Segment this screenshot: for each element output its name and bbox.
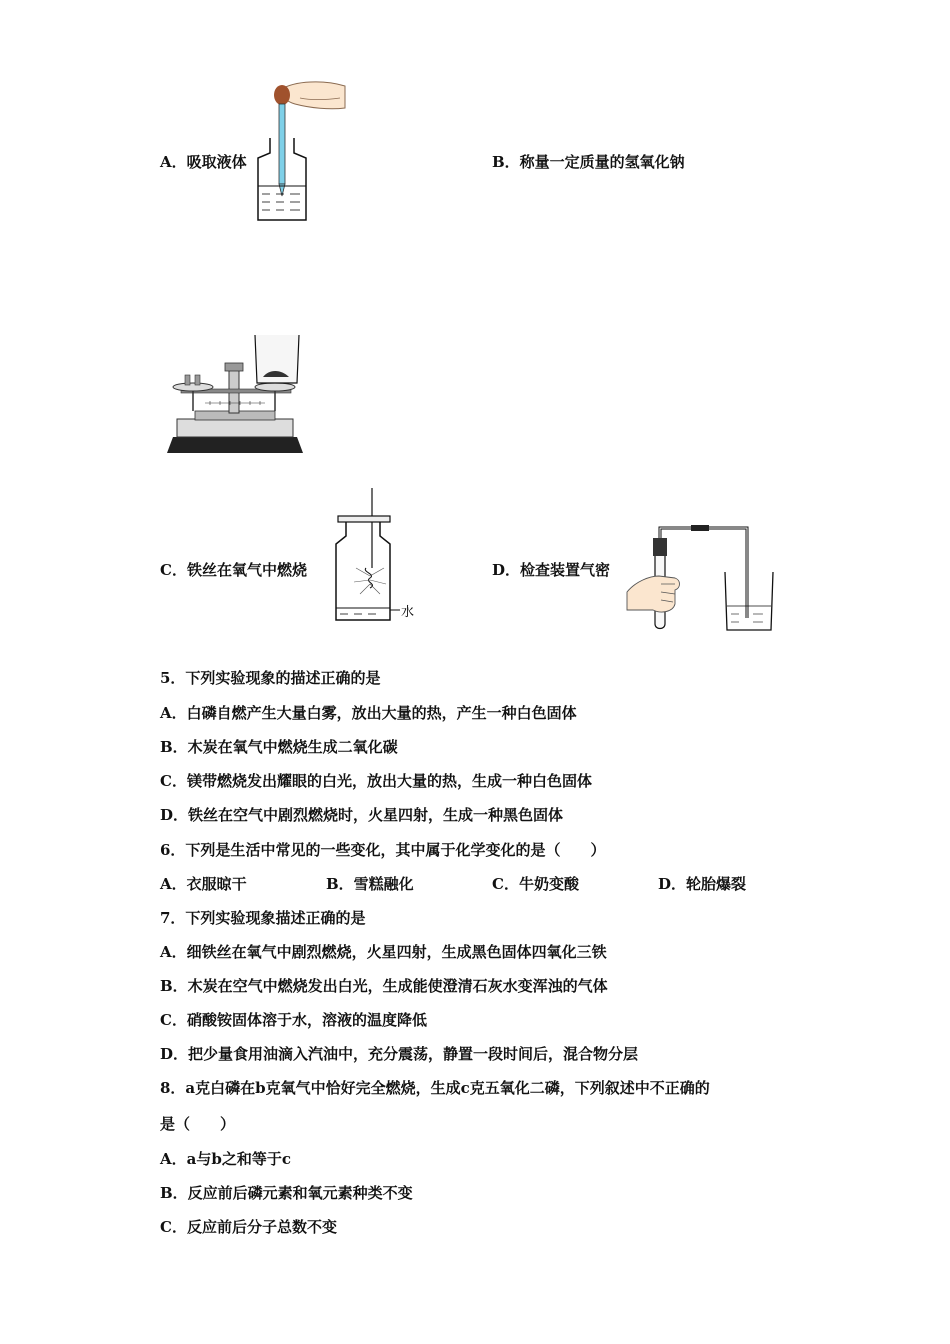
q7-option-a: A．细铁丝在氧气中剧烈燃烧，火星四射，生成黑色固体四氧化三铁 (160, 943, 607, 961)
q7-option-b: B．木炭在空气中燃烧发出白光，生成能使澄清石灰水变浑浊的气体 (160, 977, 608, 995)
q6-option-c: C．牛奶变酸 (492, 875, 579, 893)
q5-option-c: C．镁带燃烧发出耀眼的白光，放出大量的热，生成一种白色固体 (160, 772, 592, 790)
q6-option-b: B．雪糕融化 (326, 875, 414, 893)
q7-stem: 7．下列实验现象描述正确的是 (160, 909, 366, 927)
q6-stem: 6．下列是生活中常见的一些变化，其中属于化学变化的是（ ） (160, 841, 606, 859)
q7-option-c: C．硝酸铵固体溶于水，溶液的温度降低 (160, 1011, 427, 1029)
figure-c-iron-wire (330, 488, 420, 626)
q5-option-a: A．白磷自燃产生大量白雾，放出大量的热，产生一种白色固体 (160, 704, 577, 722)
q5-option-d: D．铁丝在空气中剧烈燃烧时，火星四射，生成一种黑色固体 (160, 806, 564, 824)
q8-stem-line1: 8．a克白磷在b克氧气中恰好完全燃烧，生成c克五氧化二磷，下列叙述中不正确的 (160, 1079, 710, 1097)
q8-option-b: B．反应前后磷元素和氧元素种类不变 (160, 1184, 413, 1202)
figure-a-label: A．吸取液体 (160, 153, 247, 171)
figure-b-label: B．称量一定质量的氢氧化钠 (492, 153, 685, 171)
q7-option-d: D．把少量食用油滴入汽油中，充分震荡，静置一段时间后，混合物分层 (160, 1045, 639, 1063)
figure-d-airtightness (625, 520, 775, 632)
q5-option-b: B．木炭在氧气中燃烧生成二氧化碳 (160, 738, 398, 756)
q6-option-d: D．轮胎爆裂 (658, 875, 747, 893)
q8-option-a: A．a与b之和等于c (160, 1150, 291, 1168)
figure-c-label: C．铁丝在氧气中燃烧 (160, 561, 307, 579)
q6-option-a: A．衣服晾干 (160, 875, 247, 893)
q5-stem: 5．下列实验现象的描述正确的是 (160, 669, 381, 687)
figure-c-water-label: 水 (401, 605, 415, 620)
figure-b-balance (165, 333, 305, 455)
figure-a-dropper (250, 78, 350, 223)
q8-option-c: C．反应前后分子总数不变 (160, 1218, 337, 1236)
figure-d-label: D．检查装置气密 (492, 561, 611, 579)
q8-stem-line2: 是（ ） (160, 1115, 236, 1133)
